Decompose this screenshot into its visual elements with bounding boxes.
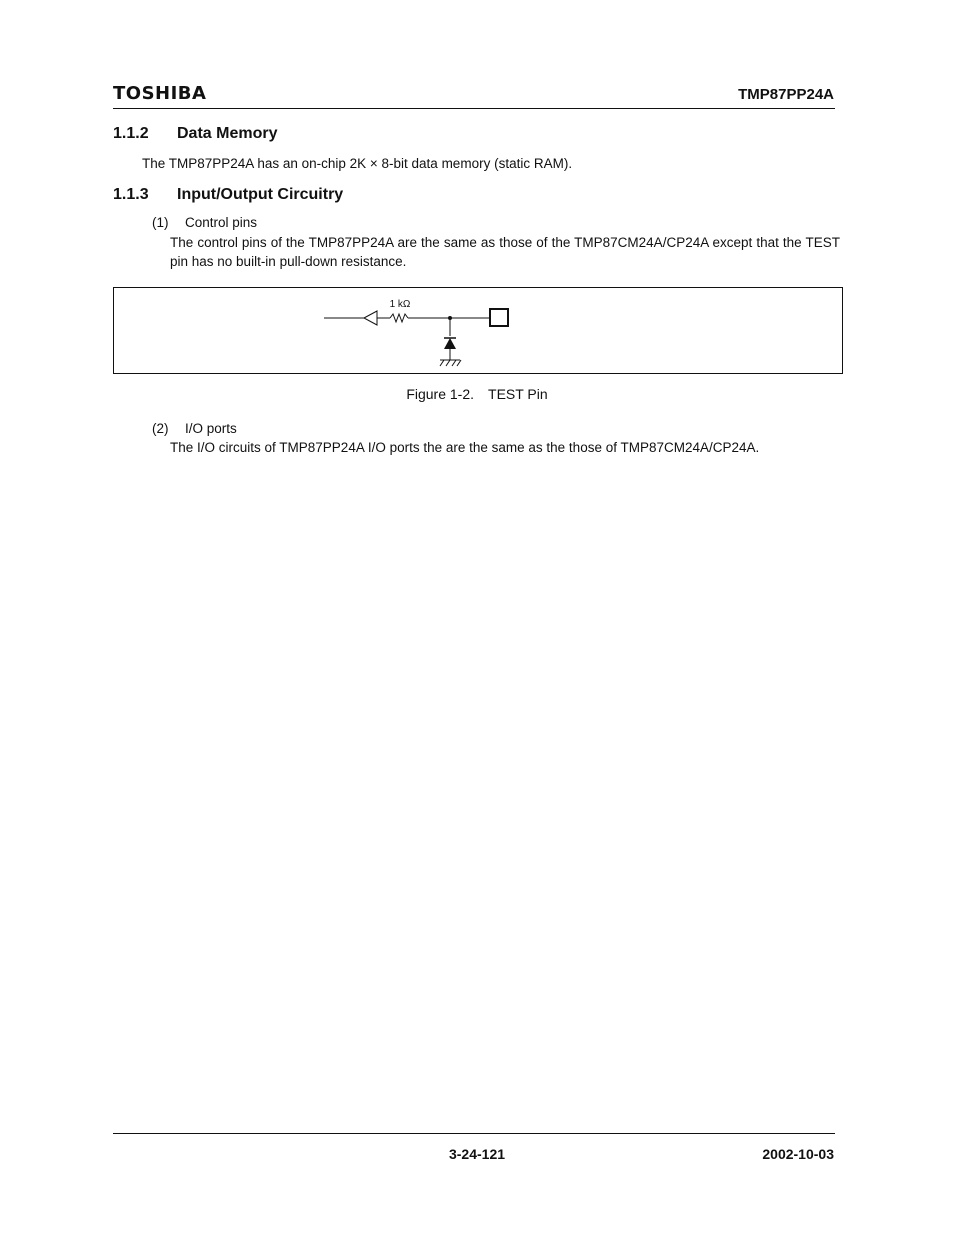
- footer-divider: [113, 1133, 835, 1134]
- document-number: TMP87PP24A: [738, 86, 834, 103]
- test-pin-pad: [490, 309, 508, 326]
- test-pin-circuit-diagram: [114, 288, 842, 373]
- figure-caption: [0, 386, 954, 402]
- item-title: I/O ports: [185, 421, 237, 436]
- io-ports-paragraph: The I/O circuits of TMP87PP24A I/O ports the are the same as the those of TMP87CM24A/CP24A.: [170, 440, 760, 455]
- ground-hatch: [446, 360, 450, 366]
- section-title: Input/Output Circuitry: [177, 186, 344, 203]
- figure-title: TEST Pin: [488, 386, 548, 402]
- figure-number: Figure 1-2.: [406, 386, 475, 402]
- section-heading-data-memory: [113, 125, 277, 143]
- item-number: (2): [152, 421, 169, 436]
- data-memory-paragraph: The TMP87PP24A has an on-chip 2K × 8-bit data memory (static RAM).: [142, 156, 573, 171]
- toshiba-logo: TOSHIBA: [113, 83, 207, 104]
- buffer-symbol: [364, 311, 377, 325]
- section-number: 1.1.3: [113, 186, 149, 203]
- diode-symbol: [444, 338, 456, 349]
- control-pins-heading: [152, 215, 257, 230]
- header-divider: [113, 108, 835, 109]
- section-number: 1.1.2: [113, 125, 149, 142]
- ground-hatch: [440, 360, 444, 366]
- ground-hatch: [452, 360, 456, 366]
- section-title: Data Memory: [177, 125, 278, 142]
- item-title: Control pins: [185, 215, 258, 230]
- io-ports-heading: [152, 421, 237, 436]
- figure-frame: [113, 287, 843, 374]
- resistor-label: 1 kΩ: [389, 299, 411, 310]
- section-heading-io-circuitry: [113, 186, 343, 204]
- ground-hatch: [457, 360, 461, 366]
- page-number: 3-24-121: [448, 1146, 506, 1162]
- document-date: 2002-10-03: [762, 1146, 834, 1162]
- item-number: (1): [152, 215, 169, 230]
- resistor-symbol: [390, 314, 408, 322]
- control-pins-paragraph: The control pins of the TMP87PP24A are the same as those of the TMP87CM24A/CP24A except that the TEST pin has no built-in pull-down resistance.: [170, 235, 840, 269]
